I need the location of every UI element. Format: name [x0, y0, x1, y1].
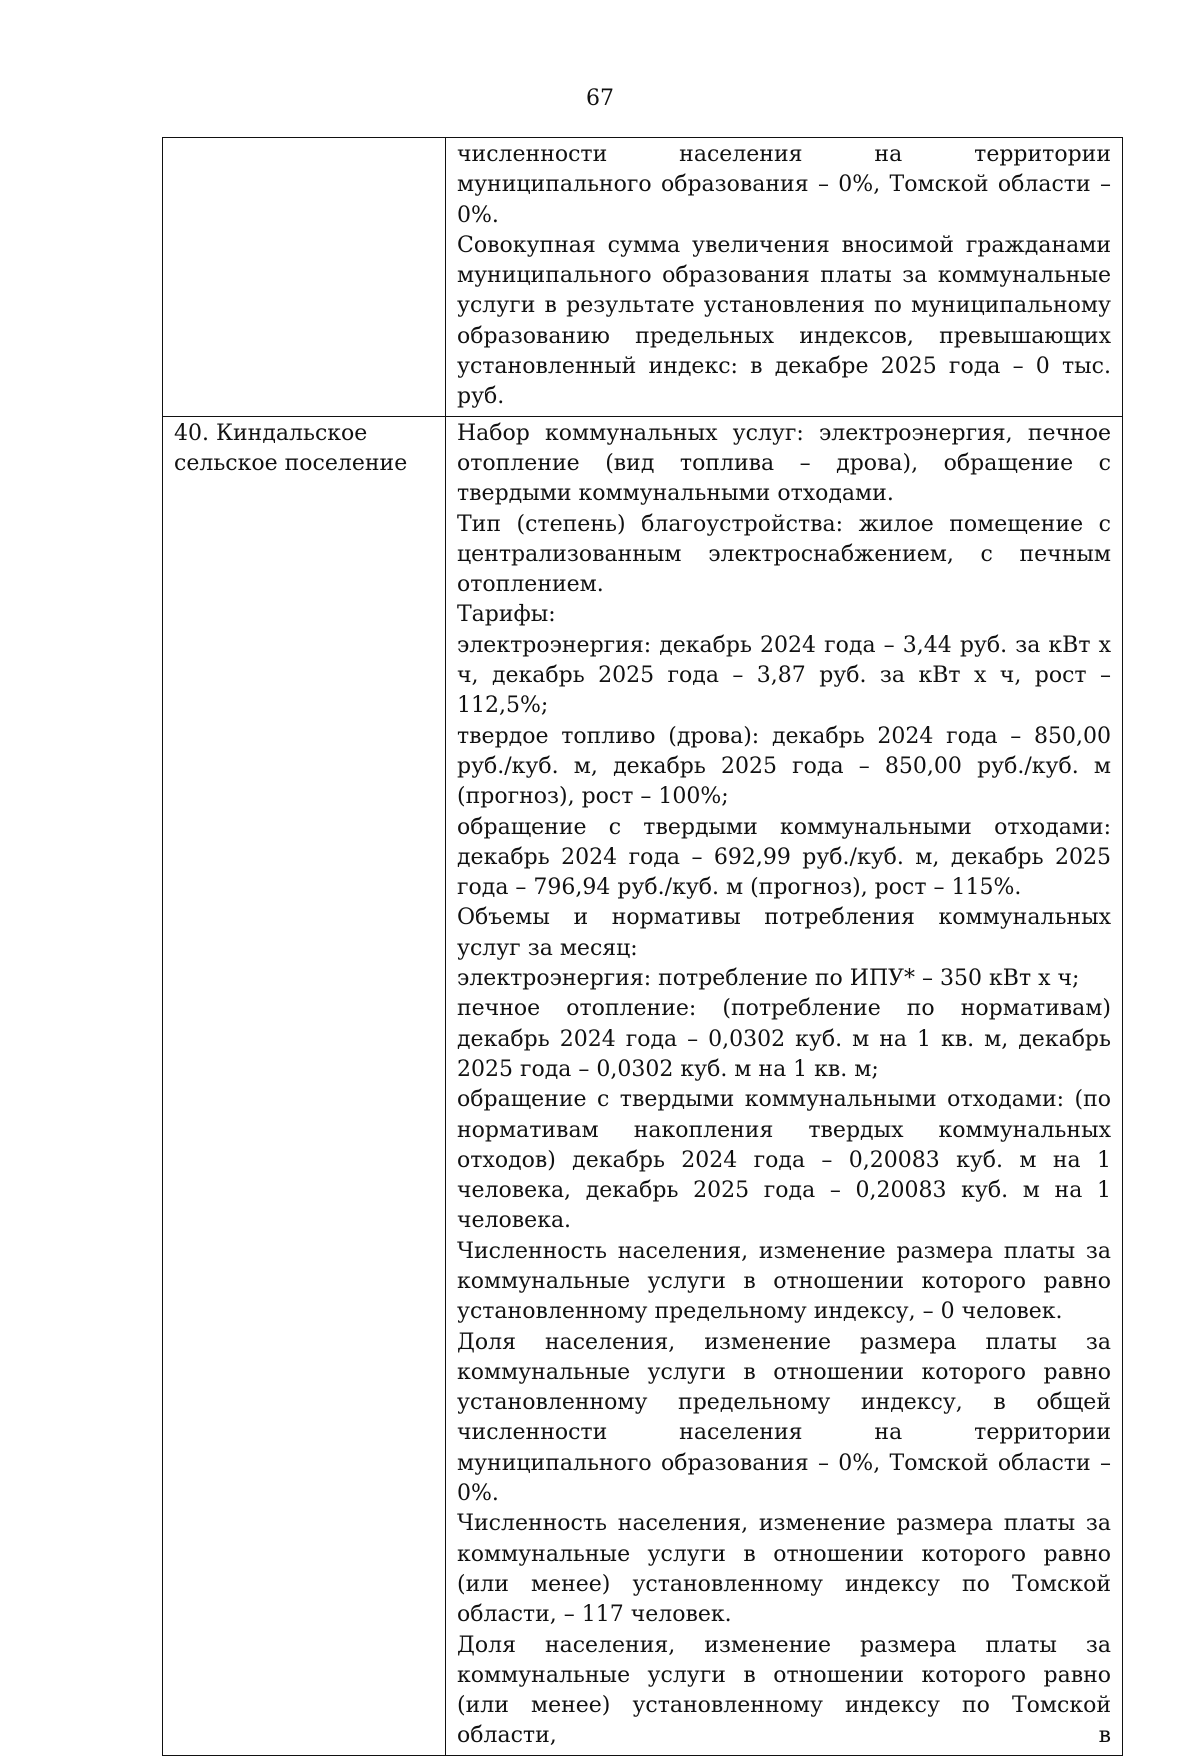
paragraph-population-limit-index: Численность населения, изменение размера платы за коммунальные услуги в отношении которого равно установленному предельному индексу, – 0 человек.	[457, 1238, 1111, 1325]
municipality-name-line2: сельское поселение	[174, 450, 408, 476]
paragraph-services-set: Набор коммунальных услуг: электроэнергия, печное отопление (вид топлива – дрова), обращение с твердыми коммунальными отходами.	[457, 420, 1111, 507]
table-row-continuation	[163, 138, 1123, 417]
paragraph-tariff-electricity: электроэнергия: декабрь 2024 года – 3,44 руб. за кВт х ч, декабрь 2025 года – 3,87 руб. за кВт х ч, рост – 112,5%;	[457, 632, 1111, 719]
paragraph-total-increase: Совокупная сумма увеличения вносимой гражданами муниципального образования платы за коммунальные услуги в результате установления по муниципальному образованию предельных индексов, превышающих установленный индекс: в декабре 2025 года – 0 тыс. руб.	[457, 232, 1111, 410]
paragraph-volume-heating: печное отопление: (потребление по нормативам) декабрь 2024 года – 0,0302 куб. м на 1 кв. м, декабрь 2025 года – 0,0302 куб. м на 1 кв. м;	[457, 996, 1111, 1082]
paragraph-tariffs-heading: Тарифы:	[457, 602, 556, 628]
page-number: 67	[586, 86, 614, 111]
paragraph-continuation-share: численности населения на территории муниципального образования – 0%, Томской области – 0%.	[457, 142, 1111, 228]
paragraph-share-limit-index: Доля населения, изменение размера платы за коммунальные услуги в отношении которого равно установленному предельному индексу, в общей численности населения на территории муниципального образования – 0%, Томской области – 0%.	[457, 1329, 1111, 1507]
tariff-table	[162, 137, 1123, 1756]
paragraph-volumes-heading: Объемы и нормативы потребления коммунальных услуг за месяц:	[457, 905, 1111, 961]
paragraph-volume-electricity: электроэнергия: потребление по ИПУ* – 350 кВт х ч;	[457, 966, 1080, 992]
paragraph-share-regional-index: Доля населения, изменение размера платы за коммунальные услуги в отношении которого равно (или менее) установленному индексу по Томской области, в	[457, 1632, 1111, 1749]
details-cell	[446, 416, 1123, 1755]
details-cell-continuation	[446, 138, 1123, 417]
paragraph-population-regional-index: Численность населения, изменение размера платы за коммунальные услуги в отношении которого равно (или менее) установленному индексу по Томской области, – 117 человек.	[457, 1511, 1111, 1628]
paragraph-volume-waste: обращение с твердыми коммунальными отходами: (по нормативам накопления твердых коммунальных отходов) декабрь 2024 года – 0,20083 куб. м на 1 человека, декабрь 2025 года – 0,20083 куб. м на 1 человека.	[457, 1087, 1111, 1234]
municipality-name-line1: 40. Киндальское	[174, 420, 368, 446]
paragraph-tariff-firewood: твердое топливо (дрова): декабрь 2024 года – 850,00 руб./куб. м, декабрь 2025 года – 850,00 руб./куб. м (прогноз), рост – 100%;	[457, 723, 1111, 810]
municipality-cell	[163, 416, 446, 1755]
paragraph-tariff-waste: обращение с твердыми коммунальными отходами: декабрь 2024 года – 692,99 руб./куб. м, декабрь 2025 года – 796,94 руб./куб. м (прогноз), рост – 115%.	[457, 814, 1111, 901]
municipality-cell-empty	[163, 138, 446, 417]
table-row-kindalskoe	[163, 416, 1123, 1755]
paragraph-improvement-type: Тип (степень) благоустройства: жилое помещение с централизованным электроснабжением, с печным отоплением.	[457, 511, 1111, 598]
